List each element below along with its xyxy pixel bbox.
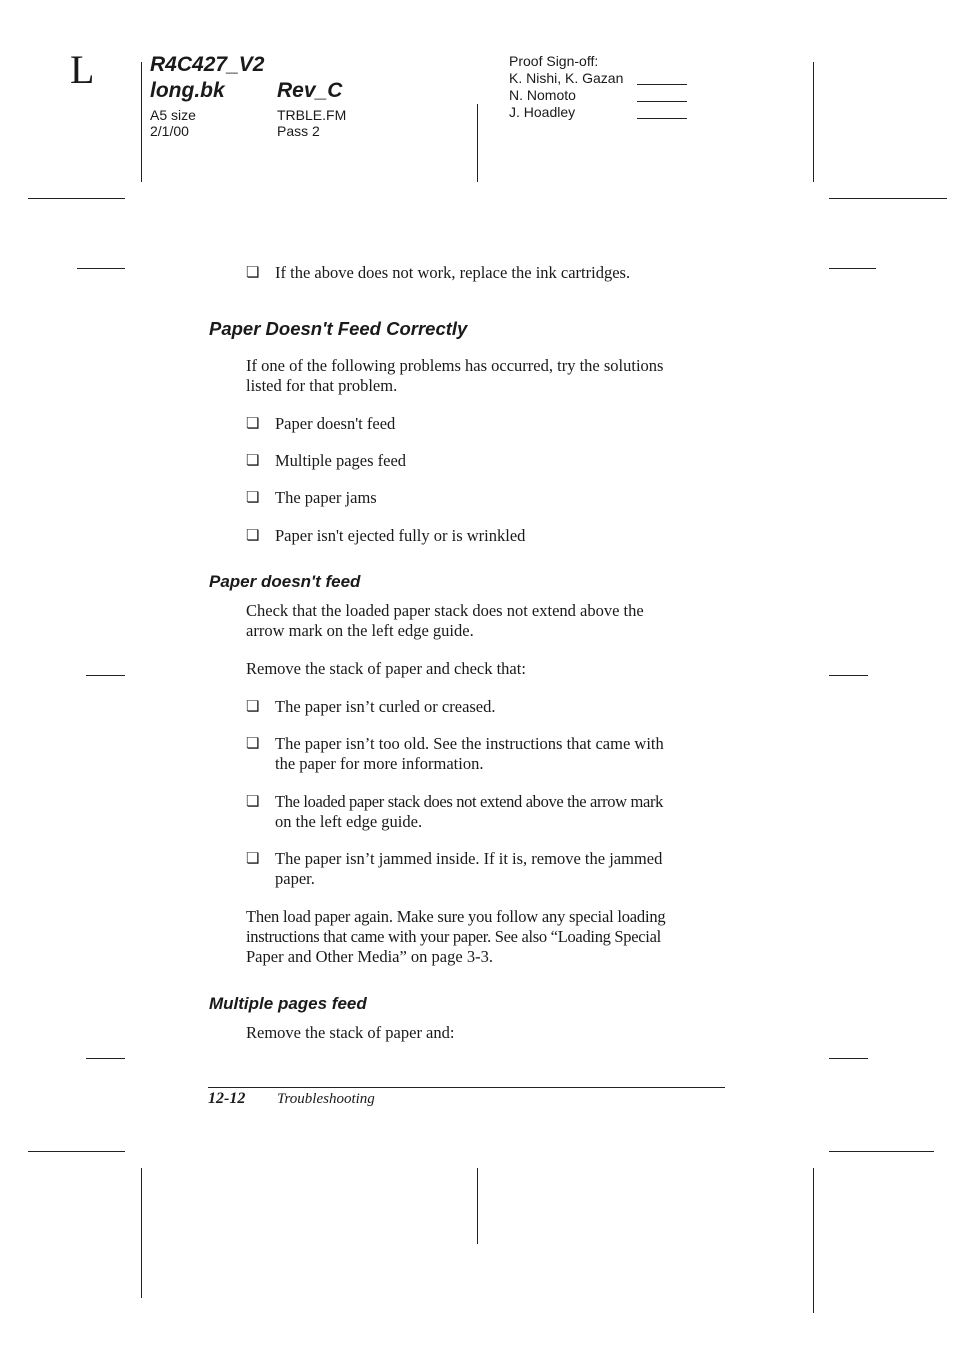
crop-mark [829,1058,868,1059]
crop-mark [141,1168,142,1298]
check-item-continued: the paper for more information. [275,754,484,773]
signer-2: N. Nomoto [509,87,576,103]
signer-1: K. Nishi, K. Gazan [509,70,624,86]
book-name: long.bk [150,79,225,102]
intro-item: If the above does not work, replace the ink cartridges. [275,263,631,282]
problem-item: The paper jams [275,488,377,507]
proof-title: Proof Sign-off: [509,53,599,69]
checkbox-bullet: ❏ [246,490,260,506]
signature-line-1 [637,84,687,85]
paragraph-line: instructions that came with your paper. See also “Loading Special [246,927,661,946]
crop-mark [829,1151,934,1152]
check-item: The loaded paper stack does not extend above the arrow mark [275,792,664,811]
crop-mark [86,675,125,676]
signer-3: J. Hoadley [509,104,576,120]
paragraph-line: Then load paper again. Make sure you follow any special loading [246,907,666,926]
check-item-continued: on the left edge guide. [275,812,423,831]
doc-code: R4C427_V2 [150,53,265,76]
crop-mark [829,268,876,269]
paragraph-line: Check that the loaded paper stack does not extend above the [246,601,644,620]
checkbox-bullet: ❏ [246,265,260,281]
checkbox-bullet: ❏ [246,528,260,544]
paragraph-line: Remove the stack of paper and: [246,1023,455,1042]
check-item: The paper isn’t curled or creased. [275,697,496,716]
footer-section: Troubleshooting [277,1091,375,1107]
crop-mark [28,198,125,199]
checkbox-bullet: ❏ [246,453,260,469]
paragraph-line: Paper and Other Media” on page 3-3. [246,947,493,966]
crop-mark [813,1168,814,1313]
check-item: The paper isn’t jammed inside. If it is, remove the jammed [275,849,663,868]
pass: Pass 2 [277,123,320,139]
checkbox-bullet: ❏ [246,416,260,432]
section-intro-line: If one of the following problems has occurred, try the solutions [246,356,664,375]
checkbox-bullet: ❏ [246,794,260,810]
section-intro-line: listed for that problem. [246,376,398,395]
crop-mark [813,62,814,182]
problem-item: Paper isn't ejected fully or is wrinkled [275,526,526,545]
crop-mark [86,1058,125,1059]
problem-item: Paper doesn't feed [275,414,396,433]
check-item-continued: paper. [275,869,315,888]
signature-line-2 [637,101,687,102]
paragraph-line: Remove the stack of paper and check that: [246,659,526,678]
crop-mark [77,268,125,269]
crop-mark [28,1151,125,1152]
date: 2/1/00 [150,123,189,139]
footer-rule [208,1087,725,1088]
corner-letter: L [70,47,95,92]
checkbox-bullet: ❏ [246,699,260,715]
subsection-heading: Multiple pages feed [209,994,367,1013]
signature-line-3 [637,118,687,119]
subsection-heading: Paper doesn't feed [209,572,361,591]
page-size: A5 size [150,107,196,123]
file-name: TRBLE.FM [277,107,347,123]
crop-mark [477,1168,478,1244]
problem-item: Multiple pages feed [275,451,407,470]
revision: Rev_C [277,79,343,102]
paragraph-line: arrow mark on the left edge guide. [246,621,474,640]
page-number: 12-12 [208,1090,246,1107]
crop-mark [829,675,868,676]
checkbox-bullet: ❏ [246,736,260,752]
checkbox-bullet: ❏ [246,851,260,867]
crop-mark [829,198,947,199]
crop-mark [141,62,142,182]
check-item: The paper isn’t too old. See the instructions that came with [275,734,664,753]
section-heading: Paper Doesn't Feed Correctly [209,318,468,339]
crop-mark [477,104,478,182]
